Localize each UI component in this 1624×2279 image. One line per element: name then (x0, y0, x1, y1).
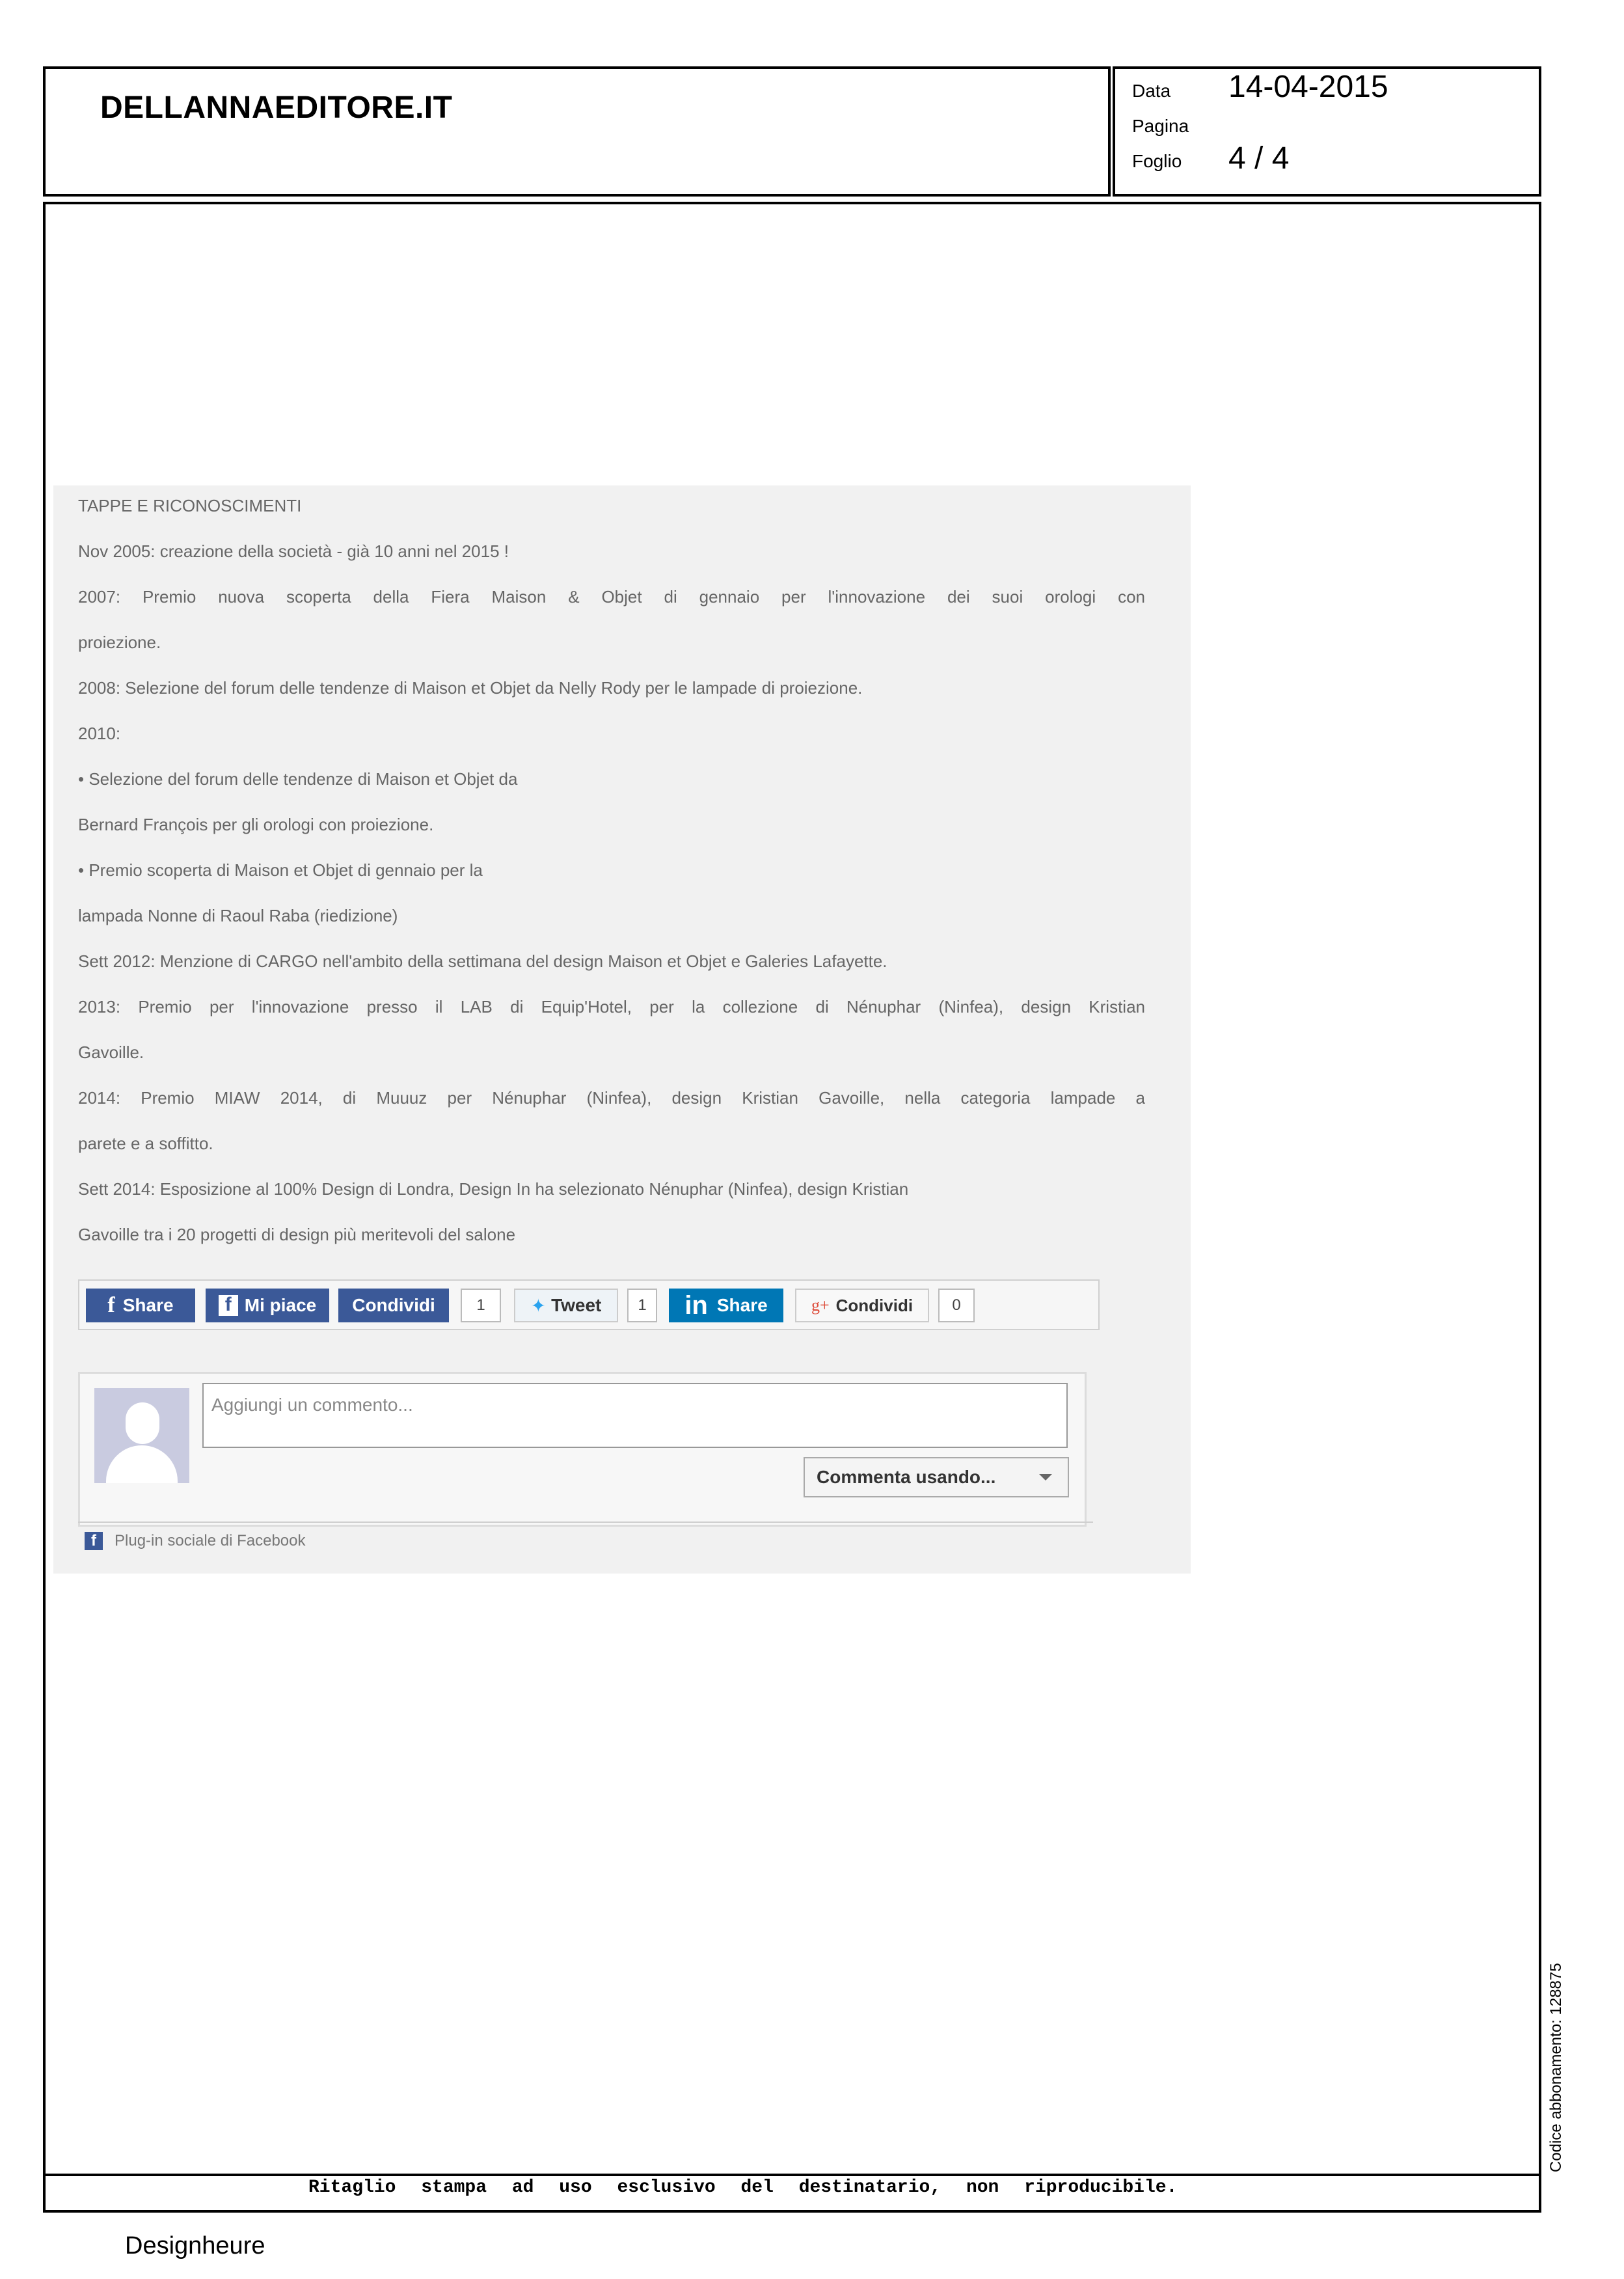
facebook-like-label: Mi piace (244, 1295, 317, 1315)
article-line: lampada Nonne di Raoul Raba (riedizione) (78, 906, 398, 925)
article-line: parete e a soffitto. (78, 1134, 213, 1153)
google-plus-label: Condividi (835, 1295, 914, 1315)
sheet-label: Foglio (1132, 151, 1182, 171)
share-bar (78, 1279, 1100, 1330)
article-line: 2008: Selezione del forum delle tendenze di Maison et Objet da Nelly Rody per le lampade di proiezione. (78, 678, 863, 698)
facebook-like-button[interactable] (206, 1289, 329, 1322)
page-label: Pagina (1132, 116, 1189, 136)
web-clipping (53, 485, 1191, 1574)
date-label: Data (1132, 81, 1171, 101)
google-plus-icon: g+ (811, 1296, 830, 1315)
plugin-label[interactable]: Plug-in sociale di Facebook (115, 1532, 306, 1549)
facebook-icon: f (219, 1295, 238, 1316)
comment-using-label: Commenta usando... (817, 1467, 996, 1487)
google-plus-count: 0 (938, 1289, 975, 1322)
article-line: Sett 2014: Esposizione al 100% Design di Londra, Design In ha selezionato Nénuphar (Ninfea), design Kristian (78, 1179, 909, 1199)
footer-divider (43, 2174, 1541, 2176)
avatar-head-shape (126, 1402, 159, 1444)
chevron-down-icon (1039, 1474, 1052, 1481)
linkedin-share-button[interactable] (669, 1289, 783, 1322)
article-line: Bernard François per gli orologi con proiezione. (78, 815, 434, 834)
facebook-icon: f (107, 1293, 115, 1317)
article-line: 2013: Premio per l'innovazione presso il LAB di Equip'Hotel, per la collezione di Nénuphar (Ninfea), design Kristian (78, 997, 1145, 1017)
facebook-condividi-button[interactable]: Condividi (338, 1289, 449, 1322)
article-line: Sett 2012: Menzione di CARGO nell'ambito della settimana del design Maison et Objet e Galeries Lafayette. (78, 951, 887, 971)
facebook-icon: f (85, 1532, 103, 1550)
article-line: 2007: Premio nuova scoperta della Fiera Maison & Objet di gennaio per l'innovazione dei suoi orologi con (78, 587, 1145, 607)
comment-input[interactable]: Aggiungi un commento... (202, 1383, 1068, 1448)
tweet-label: Tweet (551, 1295, 602, 1315)
header-publisher-box (43, 66, 1111, 197)
facebook-share-button[interactable] (86, 1289, 195, 1322)
facebook-plugin-credit (85, 1532, 306, 1550)
article-line: proiezione. (78, 633, 161, 652)
linkedin-icon: in (684, 1290, 708, 1320)
article-heading: TAPPE E RICONOSCIMENTI (78, 496, 302, 515)
subscriber-code: Codice abbonamento: 128875 (1547, 1963, 1565, 2172)
avatar (94, 1388, 189, 1483)
google-plus-share-button[interactable] (795, 1289, 929, 1322)
tweet-count: 1 (627, 1289, 657, 1322)
divider (78, 1522, 1093, 1523)
source-name: Designheure (125, 2232, 265, 2259)
linkedin-share-label: Share (716, 1295, 768, 1315)
facebook-share-label: Share (122, 1295, 174, 1315)
twitter-bird-icon: ✦ (530, 1295, 547, 1316)
article-line: Nov 2005: creazione della società - già 10 anni nel 2015 ! (78, 541, 509, 561)
article-line: 2014: Premio MIAW 2014, di Muuuz per Nénuphar (Ninfea), design Kristian Gavoille, nella categoria lampade a (78, 1088, 1145, 1108)
article-line: • Selezione del forum delle tendenze di Maison et Objet da (78, 769, 518, 789)
facebook-comments-box (78, 1372, 1087, 1527)
publisher-name: DELLANNAEDITORE.IT (100, 90, 453, 125)
comment-using-dropdown[interactable] (804, 1457, 1069, 1497)
article-line: 2010: (78, 724, 121, 743)
article-line: • Premio scoperta di Maison et Objet di gennaio per la (78, 860, 483, 880)
article-line: Gavoille. (78, 1043, 144, 1062)
article-line: Gavoille tra i 20 progetti di design più meritevoli del salone (78, 1225, 516, 1244)
disclaimer-text: Ritaglio stampa ad uso esclusivo del destinatario, non riproducibile. (308, 2177, 1178, 2198)
facebook-share-count: 1 (461, 1289, 501, 1322)
tweet-button[interactable] (514, 1289, 618, 1322)
avatar-shoulders-shape (106, 1445, 178, 1483)
date-value: 14-04-2015 (1228, 70, 1388, 104)
sheet-value: 4 / 4 (1228, 141, 1290, 176)
